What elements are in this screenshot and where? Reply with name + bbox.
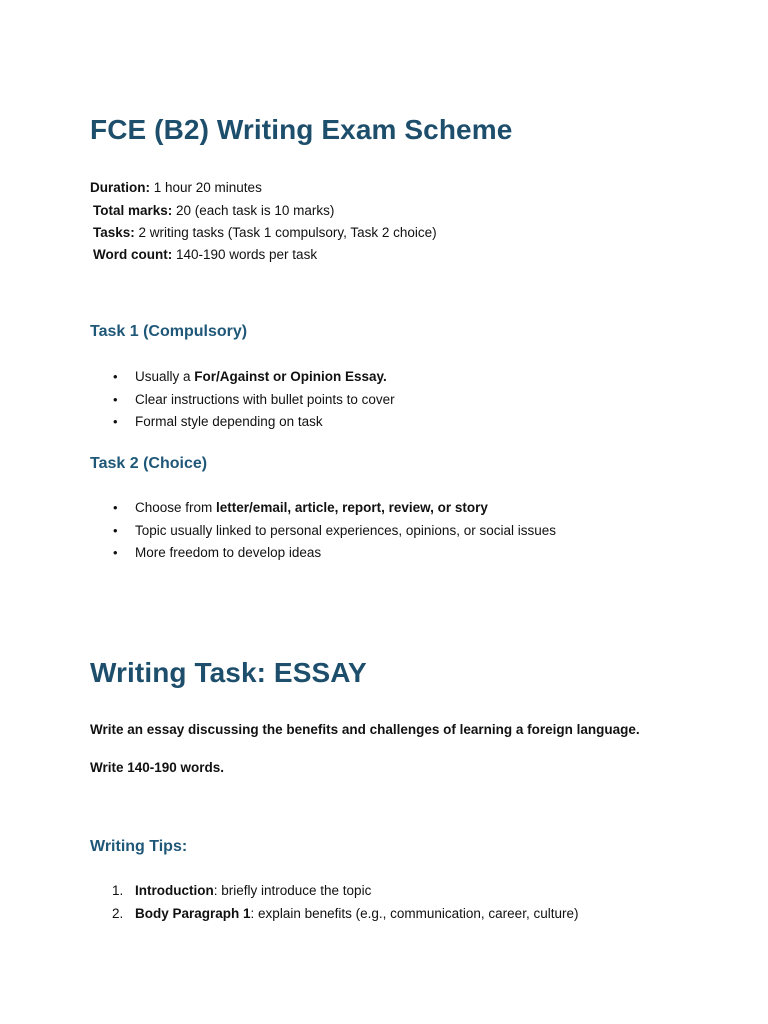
- summary-value: 1 hour 20 minutes: [150, 180, 262, 195]
- bullet-text: Choose from: [135, 500, 217, 515]
- summary-value: 2 writing tasks (Task 1 compulsory, Task 2 choice): [134, 224, 437, 240]
- list-item: [90, 880, 578, 903]
- summary-label: Total marks:: [93, 202, 173, 218]
- list-item: [90, 520, 556, 543]
- tip-bold-text: Introduction: [135, 883, 214, 898]
- bullet-bold-text: For/Against or Opinion Essay.: [194, 369, 387, 384]
- exam-summary: [90, 178, 437, 265]
- tip-bold-text: Body Paragraph 1: [135, 905, 251, 921]
- summary-tasks: [90, 223, 437, 243]
- tip-text: : briefly introduce the topic: [213, 883, 372, 898]
- list-number: 1.: [112, 883, 124, 898]
- list-item: [90, 389, 395, 412]
- writing-tips-list: [90, 880, 578, 925]
- list-item: [90, 542, 556, 565]
- summary-word-count: [90, 245, 437, 265]
- bullet-text: Formal style depending on task: [135, 414, 323, 429]
- essay-title: Writing Task: ESSAY: [90, 657, 367, 688]
- essay-prompt: Write an essay discussing the benefits and challenges of learning a foreign language.: [90, 722, 640, 737]
- bullet-marker: •: [113, 522, 118, 538]
- list-item: [90, 366, 395, 389]
- bullet-text: Topic usually linked to personal experiences, opinions, or social issues: [135, 522, 556, 538]
- bullet-bold-text: letter/email, article, report, review, or story: [216, 500, 488, 515]
- page-title: FCE (B2) Writing Exam Scheme: [90, 114, 513, 145]
- summary-duration: [90, 178, 437, 198]
- list-item: [90, 497, 556, 520]
- summary-label: Word count:: [93, 246, 173, 262]
- summary-label: Tasks:: [93, 224, 135, 240]
- summary-value: 20 (each task is 10 marks): [172, 202, 335, 218]
- bullet-marker: •: [113, 391, 118, 407]
- writing-tips-heading: Writing Tips:: [90, 838, 188, 855]
- task1-bullet-list: [90, 366, 395, 434]
- list-item: [90, 903, 578, 926]
- bullet-marker: •: [113, 414, 118, 429]
- list-item: [90, 411, 395, 434]
- summary-total-marks: [90, 201, 437, 221]
- tip-text: : explain benefits (e.g., communication, career, culture): [250, 905, 579, 921]
- bullet-text: Usually a: [135, 369, 195, 384]
- essay-word-limit: Write 140-190 words.: [90, 760, 225, 775]
- task2-heading: Task 2 (Choice): [90, 455, 208, 472]
- bullet-marker: •: [113, 545, 118, 560]
- bullet-marker: •: [113, 500, 118, 515]
- summary-value: 140-190 words per task: [172, 246, 318, 262]
- bullet-text: Clear instructions with bullet points to cover: [135, 391, 395, 407]
- summary-label: Duration:: [90, 180, 150, 195]
- bullet-text: More freedom to develop ideas: [135, 545, 322, 560]
- bullet-marker: •: [113, 369, 118, 384]
- list-number: 2.: [112, 905, 124, 921]
- task1-heading: Task 1 (Compulsory): [90, 323, 248, 340]
- task2-bullet-list: [90, 497, 556, 565]
